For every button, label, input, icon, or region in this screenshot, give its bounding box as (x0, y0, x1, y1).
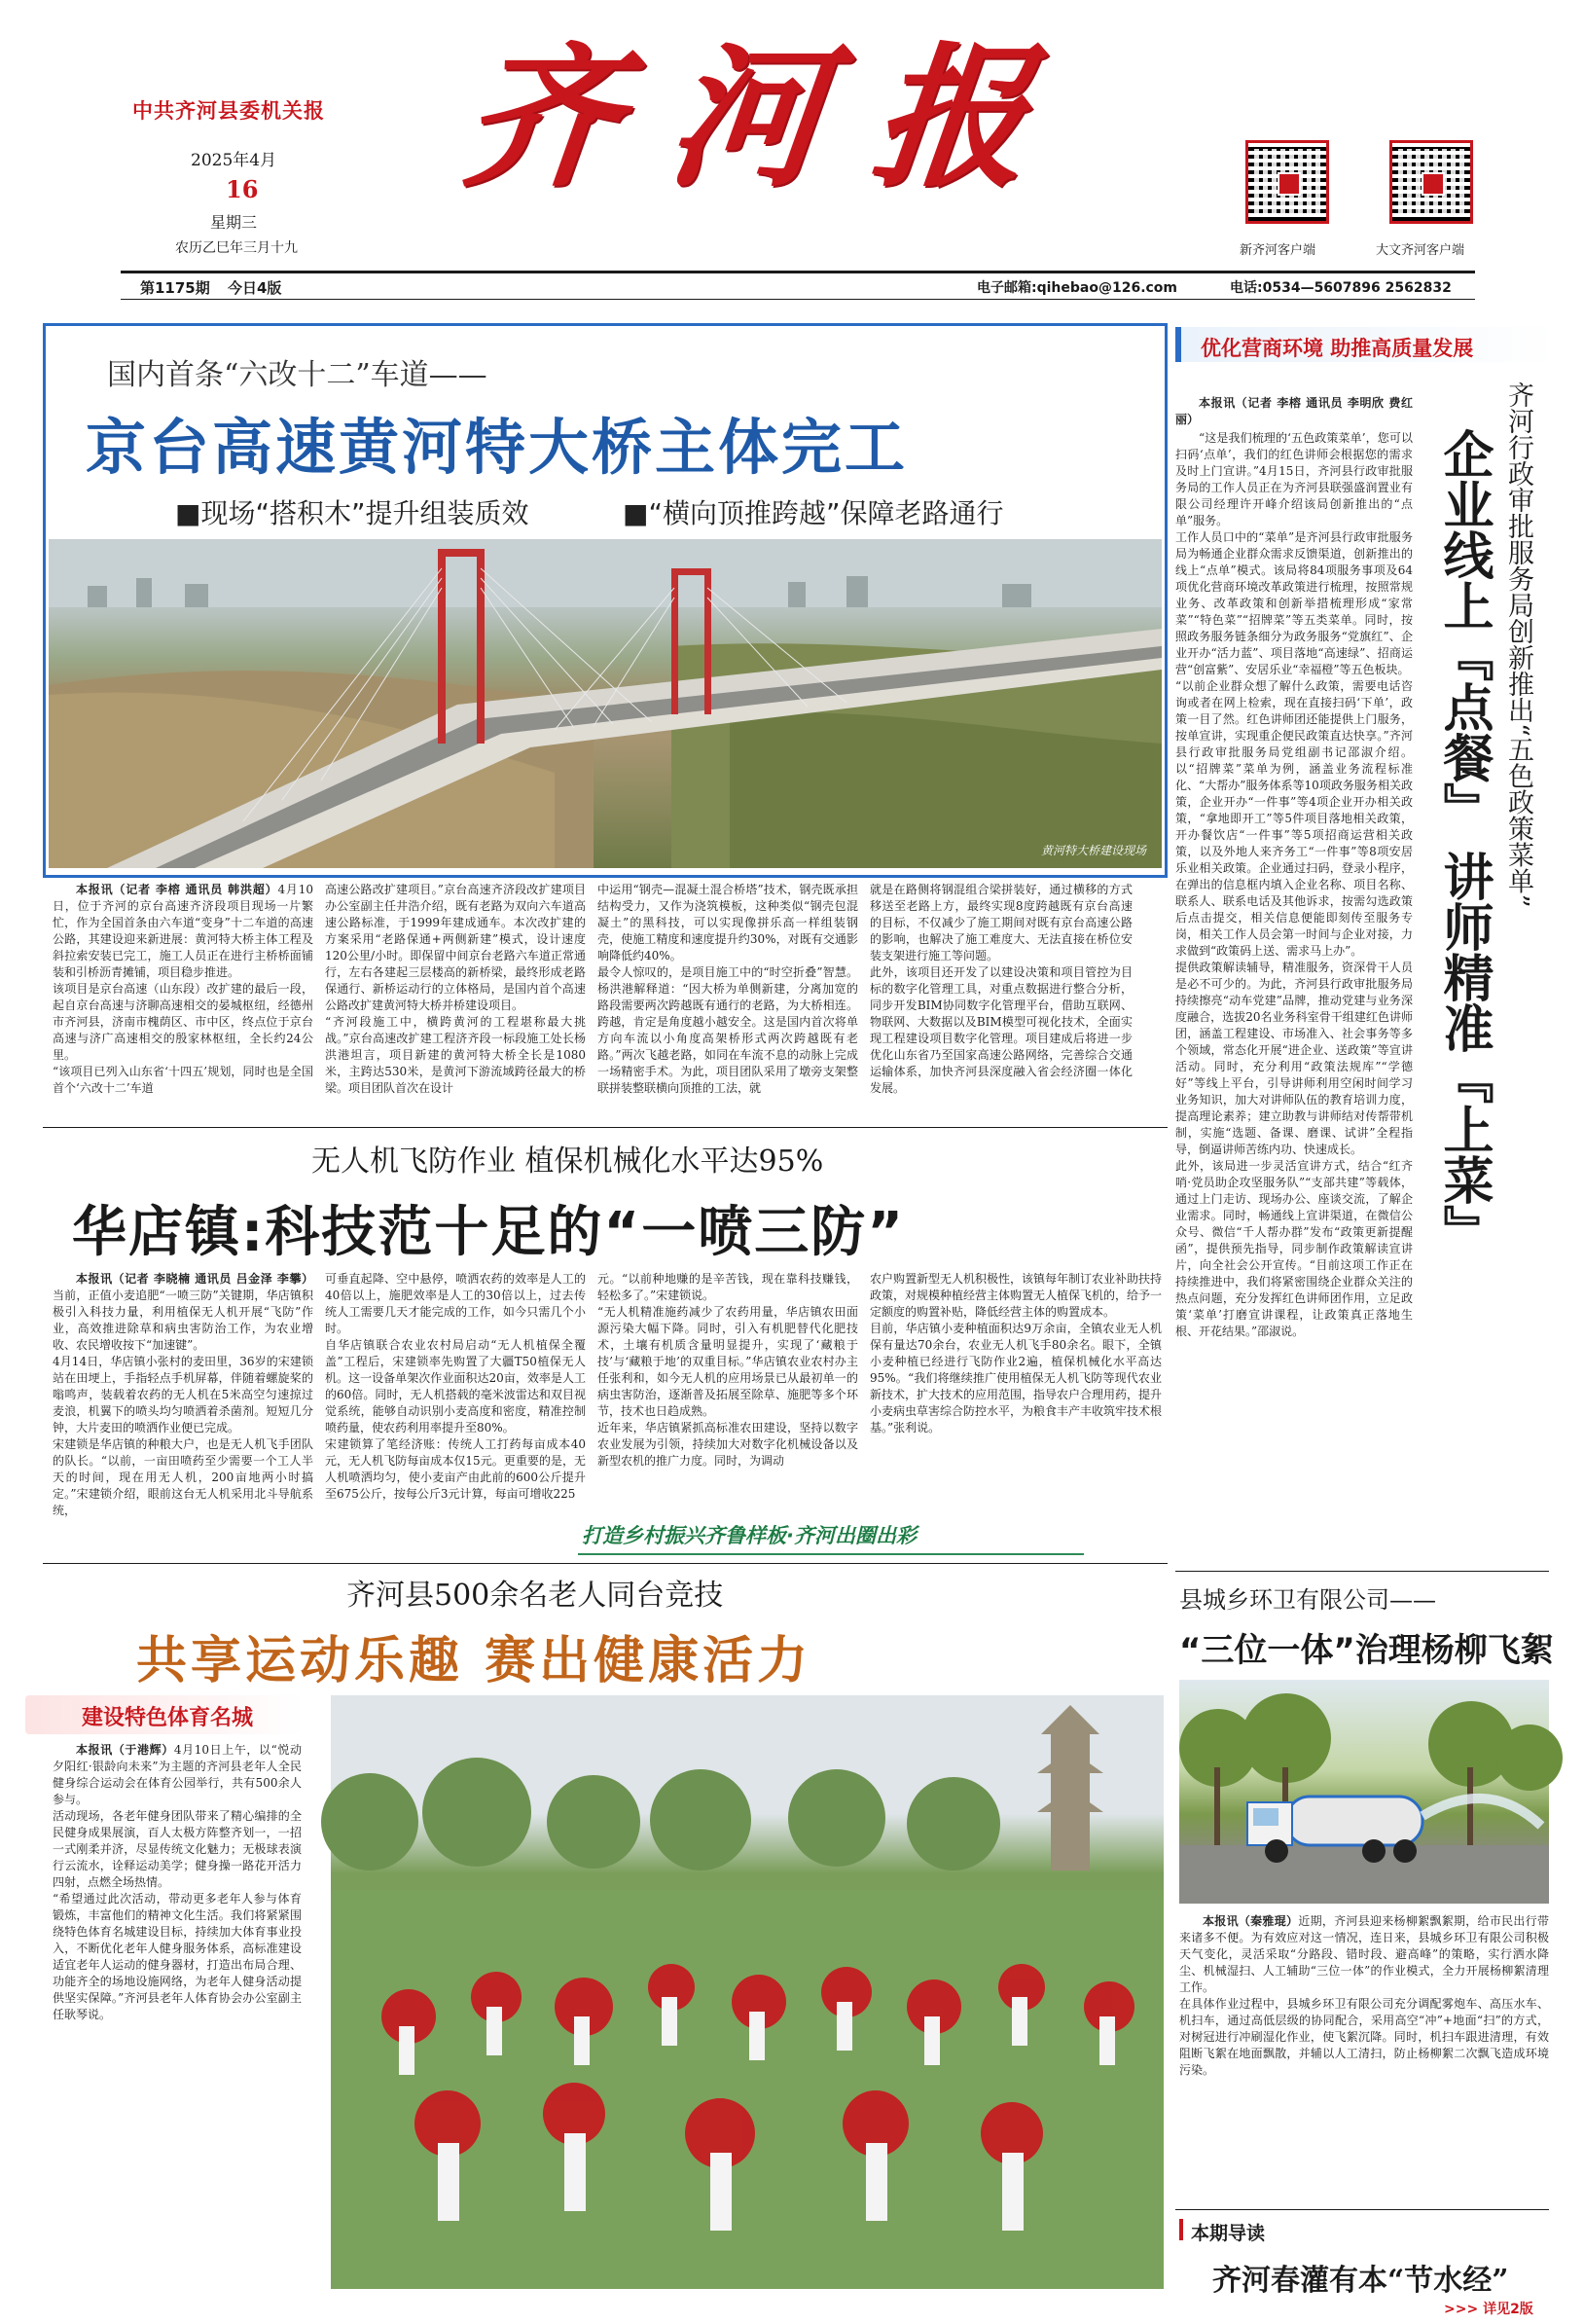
date-day: 16 (226, 175, 259, 203)
sanitation-photo (1179, 1680, 1549, 1904)
sport-banner (25, 1695, 304, 1734)
lead-body-col3: 中运用“钢壳—混凝土混合桥塔”技术，钢壳既承担结构受力，又作为浇筑模板，这种类似“钢壳包混凝土”的黑科技，可以实现像拼乐高一样组装钢壳，使施工精度和速度提升约30%，对既有交通影响降低约40%。 最令人惊叹的，是项目施工中的“时空折叠”智慧。杨洪港解释道：“因大桥为单侧新建，分离加宽的路段需要两次跨越既有通行的老路，为大桥相连。跨越，肯定是角度越小越安全。这是国内首次将单方向车流以小角度高架桥形式两次跨越既有老路。”两次飞越老路，如同在车流不息的动脉上完成一场精密手术。为此，项目团队采用了墩旁支架整联拼装整联横向顶推的工法，就 (597, 883, 858, 1095)
sanitation-kicker: 县城乡环卫有限公司—— (1179, 1586, 1436, 1614)
divider-sport (43, 1563, 1168, 1564)
lead-col1-text: 4月10日，位于齐河的京台高速齐济段项目现场一片繁忙，作为全国首条由六车道“变身”十二车道的高速公路，其建设迎来新进展：黄河特大桥主体工程及斜拉索安装已完工，施工人员正在进行主桥桥面铺装和引桥沥青摊铺，项目稳步推进。 该项目是京台高速（山东段）改扩建的最后一段，起自京台高速与济聊高速相交的晏城枢纽，经德州市齐河县，济南市槐荫区、市中区，终点位于京台高速与济广高速相交的殷家林枢纽，全长约24公里。 “该项目已列入山东省‘十四五’规划，同时也是全国首个‘六改十二’车道 (53, 883, 313, 1095)
guide-link[interactable]: >>> 详见2版 (1444, 2302, 1533, 2317)
divider-guide (1175, 2209, 1549, 2210)
drone-headline: 华店镇:科技范十足的“一喷三防” (72, 1201, 906, 1264)
drone-body-col4: 农户购置新型无人机积极性，该镇每年制订农业补助扶持政策，对规模种植经营主体购置无人植保飞机的，给予一定额度的购置补贴，降低经营主体的购置成本。 目前，华店镇小麦种植面积达9万余亩，全镇农业无人机保有量达70余台，农业无人机飞手80余名。眼下，全镇小麦种植已经进行飞防作业2遍，植保机械化水平高达95%。“我们将继续推广使用植保无人机飞防等现代农业新技术，扩大技术的应用范围，指导农户合理用药，提升小麦病虫草害综合防控水平，为粮食丰产丰收筑牢技术根基。”张利说。 (870, 1272, 1163, 1434)
guide-title[interactable]: 齐河春灌有本“节水经” (1212, 2264, 1509, 2298)
sport-byline: 本报讯（于港辉） (76, 1743, 174, 1757)
sanitation-headline: “三位一体”治理杨柳飞絮 (1179, 1631, 1554, 1670)
sport-body-text: 4月10日上午，以“悦动夕阳红·银龄向未来”为主题的齐河县老年人全民健身综合运动会在体育公园举行，共有500余人参与。 活动现场，各老年健身团队带来了精心编排的全民健身成果展演，百人太极方阵整齐划一，一招一式刚柔并济，尽显传统文化魅力；无极球表演行云流水，诠释运动美学；健身操一路花开活力四射，点燃全场热情。 “希望通过此次活动，带动更多老年人参与体育锻炼，丰富他们的精神文化生活。我们将紧紧围绕特色体育名城建设目标，持续加大体育事业投入，不断优化老年人健身服务体系，高标准建设适宜老年人运动的健身器材，打造出布局合理、功能齐全的场地设施网络，为老年人健身活动提供坚实保障。”齐河县老年人体育协会办公室副主任耿琴说。 (53, 1743, 302, 2021)
issue-number: 第1175期 (140, 279, 210, 297)
drone-body-col1 (53, 1271, 313, 1549)
lead-kicker: 国内首条“六改十二”车道—— (107, 358, 487, 392)
date-line: 2025年4月 (191, 151, 277, 170)
guide-label: 本期导读 (1191, 2223, 1266, 2244)
sidebar-body-text: “这是我们梳理的‘五色政策菜单’，您可以扫码‘点单’，我们的红色讲师会根据您的需求及时上门宣讲。”4月15日，齐河县行政审批服务局的工作人员正在为齐河县联强盛润置业有限公司经理许开峰介绍该局创新推出的“点单”服务。 工作人员口中的“菜单”是齐河县行政审批服务局为畅通企业群众需求反馈渠道，创新推出的线上“点单”模式。该局将84项服务事项及64项优化营商环境改革政策进行梳理，按照常规业务、改革政策和创新举措梳理形成“家常菜”“特色菜”“招牌菜”等五类菜单。同时，按照政务服务链条细分为政务服务“党旗红”、企业开办“活力蓝”、项目落地“高速绿”、招商运营“创富紫”、安居乐业“幸福橙”等五色板块。 “以前企业群众想了解什么政策，需要电话咨询或者在网上检索，现在直接扫码‘下单’，政策一目了然。红色讲师团还能提供上门服务，按单宣讲，实现重企便民政策直达快享。”齐河县行政审批服务局党组副书记邵淑介绍。以“招牌菜”菜单为例，涵盖业务流程标准化、“大帮办”服务体系等10项政务服务相关政策，企业开办“一件事”等4项企业开办相关政策，“拿地即开工”等5件项目落地相关政策，开办餐饮店“一件事”等5项招商运营相关政策，以及外地人来齐务工“一件事”等8项安居乐业相关政策。企业通过扫码，登录小程序，在弹出的信息框内填入企业名称、项目名称、联系人、联系电话及其他诉求，按需勾选政策后点击提交，相关信息便能即刻传至服务专岗，相关工作人员会第一时间与企业对接，力求做到“政策码上送、需求马上办”。 提供政策解读辅导，精准服务，资深骨干人员是必不可少的。为此，齐河县行政审批服务局持续擦亮“动车党建”品牌，推动党建与业务深度融合，选拔20名业务科室骨干组建红色讲师团，涵盖工程建设、市场准入、社会事务等多个领域，常态化开展“进企业、送政策”等宣讲活动。同时，充分利用“政策法规库”“学德好”等线上平台，引导讲师利用空闲时间学习业务知识，加大对讲师队伍的教育培训力度，提高理论素养；建立助教与讲师结对传帮带机制，实施“选题、备课、磨课、试讲”全程指导，倒逼讲师苦练内功、快速成长。 此外，该局进一步灵活宣讲方式，结合“红齐哨·党员助企攻坚服务队”“支部共建”等载体，通过上门走访、现场办公、座谈交流，了解企业需求。同时，畅通线上宣讲渠道，在微信公众号、微信“千人帮办群”发布“政策更新提醒函”，提供预先指导，同步制作政策解读宣讲片，向全社会公开宣传。“目前这项工作正在持续推进中，我们将紧密围绕企业群众关注的热点问题，充分发挥红色讲师团作用，立足政策‘菜单’打磨宣讲课程，让政策真正落地生根、开花结果。”邵淑说。 (1175, 431, 1413, 1338)
lead-byline: 本报讯（记者 李榕 通讯员 韩洪超） (76, 883, 278, 896)
sidebar-body-top (1175, 395, 1413, 1338)
lead-body-col2: 高速公路改扩建项目。”京台高速齐济段改扩建项目办公室副主任井浩介绍，既有老路为双向六车道高速公路标准，于1999年建成通车。本次改扩建的方案采用“老路保通+两侧新建”模式，设计速度120公里/小时。即保留中间京台老路六车道正常通行，左右各建起三层楼高的新桥梁，最终形成老路保通行、新桥运动行的立体格局，是国内首个高速公路改扩建黄河特大桥并桥建设项目。 “齐河段施工中，横跨黄河的工程堪称最大挑战。”京台高速改扩建工程济齐段一标段施工处长杨洪港坦言，项目新建的黄河特大桥全长是1080米，主跨达530米，是黄河下游流域跨径最大的桥梁。项目团队首次在设计 (325, 883, 586, 1095)
divider-sanitation (1175, 1571, 1549, 1572)
page-count: 今日4版 (228, 279, 282, 297)
drone-kicker: 无人机飞防作业 植保机械化水平达95% (311, 1144, 824, 1179)
sport-body (53, 1742, 302, 2287)
sport-banner-text: 建设特色体育名城 (82, 1706, 254, 1730)
qr-label-dawen-qihe: 大文齐河客户端 (1376, 243, 1465, 258)
sidebar-headline: 企业线上『点餐』 讲师精准『上菜』 (1434, 428, 1493, 1256)
fan-dance-illustration (331, 1695, 1164, 2289)
sport-headline: 共享运动乐趣 赛出健康活力 (136, 1632, 812, 1690)
water-truck-illustration (1179, 1680, 1549, 1904)
sidebar-kicker: 齐河行政审批服务局创新推出“五色政策菜单” (1503, 381, 1533, 908)
lead-headline: 京台高速黄河特大桥主体完工 (86, 412, 909, 483)
divider-drone (43, 1127, 1168, 1128)
rural-revival-banner (578, 1514, 1084, 1555)
sidebar-byline: 本报讯（记者 李榕 通讯员 李明欣 费红丽） (1175, 396, 1413, 426)
business-banner-text: 优化营商环境 助推高质量发展 (1201, 337, 1474, 360)
party-label: 中共齐河县委机关报 (132, 98, 325, 123)
sanitation-body-text: 近期，齐河县迎来杨柳絮飘絮期，给市民出行带来诸多不便。为有效应对这一情况，连日来，县城乡环卫有限公司积极天气变化，灵活采取“分路段、错时段、避高峰”的策略，实行洒水降尘、机械湿扫、人工辅助“三位一体”的作业模式，全力开展杨柳絮清理工作。 在具体作业过程中，县城乡环卫有限公司充分调配雾炮车、高压水车、机扫车，通过高低层级的协同配合，采用高空“冲”+地面“扫”的方式，对树冠进行冲刷湿化作业，使飞絮沉降。同时，机扫车跟进清理，有效阻断飞絮在地面飘散，并辅以人工清扫，防止杨柳絮二次飘飞造成环境污染。 (1179, 1914, 1549, 2077)
business-banner (1175, 327, 1555, 362)
fan-dance-photo (331, 1695, 1164, 2289)
drone-body-col3: 元。“以前种地赚的是辛苦钱，现在靠科技赚钱，轻松多了。”宋建锁说。 “无人机精准施药减少了农药用量，华店镇农田面源污染大幅下降。同时，引入有机肥替代化肥技术，土壤有机质含量明显提升，实现了‘藏粮于技’与‘藏粮于地’的双重目标。”华店镇农业农村办主任张利和，如今无人机的应用场景已从最初单一的病虫害防治，逐渐普及拓展至除草、施肥等多个环节，技术也日趋成熟。 近年来，华店镇紧抓高标准农田建设，坚持以数字农业发展为引领，持续加大对数字化机械设备以及新型农机的推广力度。同时，为调动 (597, 1272, 858, 1468)
drone-body-col2: 可垂直起降、空中悬停，喷洒农药的效率是人工的40倍以上，施肥效率是人工的30倍以上，过去传统人工需要几天才能完成的工作，如今只需几个小时。 自华店镇联合农业农村局启动“无人机植保全覆盖”工程后，宋建锁率先购置了大疆T50植保无人机。这一设备单架次作业面积达20亩，效率是人工的60倍。同时，无人机搭载的毫米波雷达和双目视觉系统，能够自动识别小麦高度和密度，精准控制喷药量，使农药利用率提升至80%。 宋建锁算了笔经济账：传统人工打药每亩成本40元，无人机飞防每亩成本仅15元。更重要的是，无人机喷洒均匀，使小麦亩产由此前的600公斤提升至675公斤，按每公斤3元计算，每亩可增收225 (325, 1272, 586, 1501)
qr-code-dawen-qihe[interactable] (1389, 140, 1473, 224)
drone-col1-text: 当前，正值小麦追肥“一喷三防”关键期，华店镇积极引入科技力量，利用植保无人机开展“飞防”作业，高效推进除草和病虫害防治工作，为农业增收、农民增收按下“加速键”。 4月14日，华店镇小张村的麦田里，36岁的宋建锁站在田埂上，手指轻点手机屏幕，伴随着螺旋桨的嗡鸣声，装载着农药的无人机在5米高空匀速掠过麦浪，机翼下的喷头均匀喷洒着杀菌剂。短短几分钟，大片麦田的喷洒作业便已完成。 宋建锁是华店镇的种粮大户，也是无人机飞手团队的队长。“以前，一亩田喷药至少需要一个工人半天的时间，现在用无人机，200亩地两小时搞定。”宋建锁介绍，眼前这台无人机采用北斗导航系统， (53, 1289, 313, 1517)
email: 电子邮箱:qihebao@126.com (977, 280, 1178, 296)
bridge-photo-caption: 黄河特大桥建设现场 (1040, 844, 1146, 857)
weekday: 星期三 (210, 213, 258, 232)
rural-revival-banner-text: 打造乡村振兴齐鲁样板·齐河出圈出彩 (582, 1524, 917, 1547)
masthead (0, 0, 1584, 263)
info-strip (121, 271, 1475, 300)
lead-sub2: ■“横向顶推跨越”保障老路通行 (623, 497, 1004, 529)
sanitation-byline: 本报讯（秦雅琨） (1203, 1914, 1299, 1928)
phone: 电话:0534—5607896 2562832 (1230, 280, 1452, 296)
qr-code-new-qihe[interactable] (1245, 140, 1329, 224)
guide-label-box (1179, 2219, 1183, 2240)
lunar-date: 农历乙巳年三月十九 (175, 240, 298, 256)
lead-body-col1 (53, 882, 313, 1106)
drone-byline: 本报讯（记者 李晓楠 通讯员 吕金泽 李攀） (76, 1272, 313, 1286)
sport-kicker: 齐河县500余名老人同台竞技 (346, 1579, 724, 1613)
lead-sub1: ■现场“搭积木”提升组装质效 (175, 497, 529, 529)
bridge-illustration (49, 539, 1162, 868)
qr-label-new-qihe: 新齐河客户端 (1240, 243, 1316, 258)
newspaper-logo: 齐河报 (455, 28, 1088, 208)
sanitation-body (1179, 1913, 1549, 2088)
bridge-photo (49, 539, 1162, 868)
lead-body-col4: 就是在路侧将钢混组合梁拼装好，通过横移的方式移送至老路上方，最终实现8度跨越既有京台高速的目标，不仅减少了施工期间对既有京台高速公路的影响，也解决了施工难度大、无法直接在桥位安装支架进行施工等问题。 此外，该项目还开发了以建设决策和项目管控为目标的数字化管理工具，对重点数据进行整合分析，同步开发BIM协同数字化管理平台，借助互联网、物联网、大数据以及BIM模型可视化技术，全面实现工程建设项目数字化管理。项目建成后将进一步优化山东省乃至国家高速公路网络，完善综合交通运输体系，加快齐河县深度融入省会经济圈一体化发展。 (870, 883, 1133, 1095)
